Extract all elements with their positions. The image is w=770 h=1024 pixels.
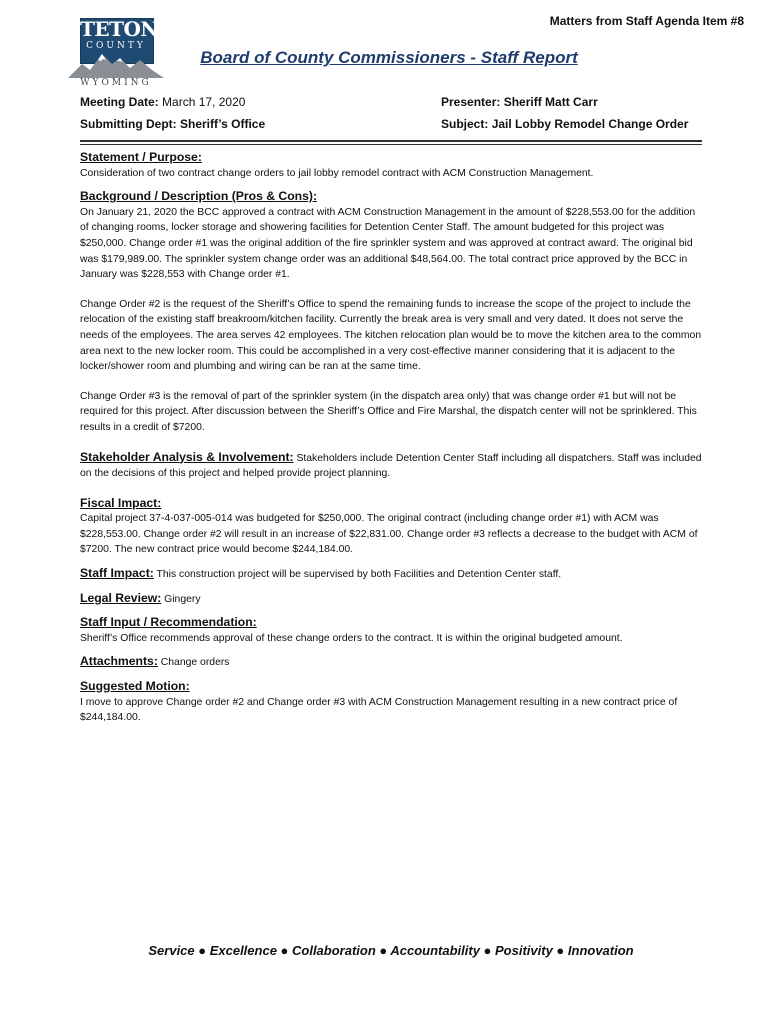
attachments-section [80, 654, 705, 671]
meeting-date-value: March 17, 2020 [162, 95, 246, 109]
suggested-motion-heading: Suggested Motion: [80, 679, 190, 694]
background-paragraph-1: On January 21, 2020 the BCC approved a contract with ACM Construction Management in the amount of $228,553.00 for the addition of changing rooms, locker storage and showering facilities for Detention Center Staff. The amount budgeted for this project was $250,000. Change order #1 was the original addition of the fire sprinkler system and was approved at contract award. The original bid was $179,989.00. The sprinkler system change order was an additional $48,564.00. The total contract price approved by the BCC in January was $228,553 with Change order #1. [80, 206, 696, 281]
report-body [80, 150, 705, 726]
fiscal-heading: Fiscal Impact: [80, 495, 162, 510]
statement-heading: Statement / Purpose: [80, 150, 202, 164]
submitting-dept [80, 117, 265, 131]
values-footer: Service ● Excellence ● Collaboration ● Accountability ● Positivity ● Innovation [148, 943, 634, 958]
suggested-motion-text: I move to approve Change order #2 and Change order #3 with ACM Construction Management resulting in a new contract price of $244,184.00. [80, 696, 678, 724]
recommendation-heading: Staff Input / Recommendation: [80, 615, 257, 630]
legal-review-heading: Legal Review: [80, 590, 162, 605]
background-paragraph-3: Change Order #3 is the removal of part of the sprinkler system (in the dispatch area only) that was change order #1 but will not be required for this project. After discussion between the Sheriff’s Office and Fire Marshal, the dispatch center will not be sprinklered. This results in a credit of $7200. [80, 390, 697, 433]
report-title: Board of County Commissioners - Staff Report [200, 48, 578, 67]
subject-value: Jail Lobby Remodel Change Order [491, 117, 689, 131]
staff-impact-heading: Staff Impact: [80, 566, 154, 581]
subject [441, 117, 688, 131]
stakeholder-text: Stakeholders include Detention Center Staff including all dispatchers. Staff was included on the decisions of this project and helped provide project planning. [80, 452, 702, 480]
stakeholder-heading: Stakeholder Analysis & Involvement: [80, 449, 294, 464]
staff-impact-section [80, 566, 705, 583]
presenter-value: Sheriff Matt Carr [503, 95, 598, 109]
fiscal-text: Capital project 37-4-037-005-014 was budgeted for $250,000. The original contract (including change order #1) with ACM was $228,553.00. Change order #2 will result in an increase of $22,831.00. Change order #3 reflects a decrease to the budget with ACM of $7200. The new contract price would become $244,184.00. [80, 513, 698, 556]
logo-wyoming-text: WYOMING [80, 78, 152, 88]
background-paragraph-2: Change Order #2 is the request of the Sheriff’s Office to spend the remaining funds to increase the scope of the project to include the relocation of the existing staff breakroom/kitchen facility. Currently the break area is very small and very dated. It does not serve the needs of the employees. The area serves 42 employees. The kitchen relocation plan would be to move the kitchen area to the common area next to the new locker room. This could be accomplished in a very cost-effective manner considering that it is adjacent to the locker/shower room and plumbing and wiring can be ran at the same time. [80, 298, 702, 373]
meeting-date-label: Meeting Date: [80, 95, 159, 109]
meeting-date [80, 95, 245, 109]
presenter-label: Presenter: [441, 95, 501, 109]
background-heading: Background / Description (Pros & Cons): [80, 189, 318, 204]
stakeholder-section [80, 450, 705, 482]
logo-teton-text: TETON [80, 17, 159, 41]
agenda-item-label: Matters from Staff Agenda Item #8 [549, 14, 744, 28]
logo-county-text: COUNTY [86, 41, 146, 51]
legal-review-section [80, 591, 705, 608]
recommendation-text: Sheriff’s Office recommends approval of these change orders to the contract. It is within the original budgeted amount. [80, 632, 623, 644]
legal-review-text: Gingery [161, 593, 201, 605]
attachments-heading: Attachments: [80, 654, 158, 669]
statement-text: Consideration of two contract change orders to jail lobby remodel contract with ACM Construction Management. [80, 167, 594, 179]
attachments-text: Change orders [157, 657, 230, 669]
presenter [441, 95, 598, 109]
staff-impact-text: This construction project will be supervised by both Facilities and Detention Center staff. [153, 569, 562, 581]
dept-label: Submitting Dept: [80, 117, 177, 131]
dept-value: Sheriff’s Office [180, 117, 266, 131]
header-divider-thick [80, 140, 702, 142]
subject-label: Subject: [441, 117, 489, 131]
header-divider-thin [80, 144, 702, 145]
